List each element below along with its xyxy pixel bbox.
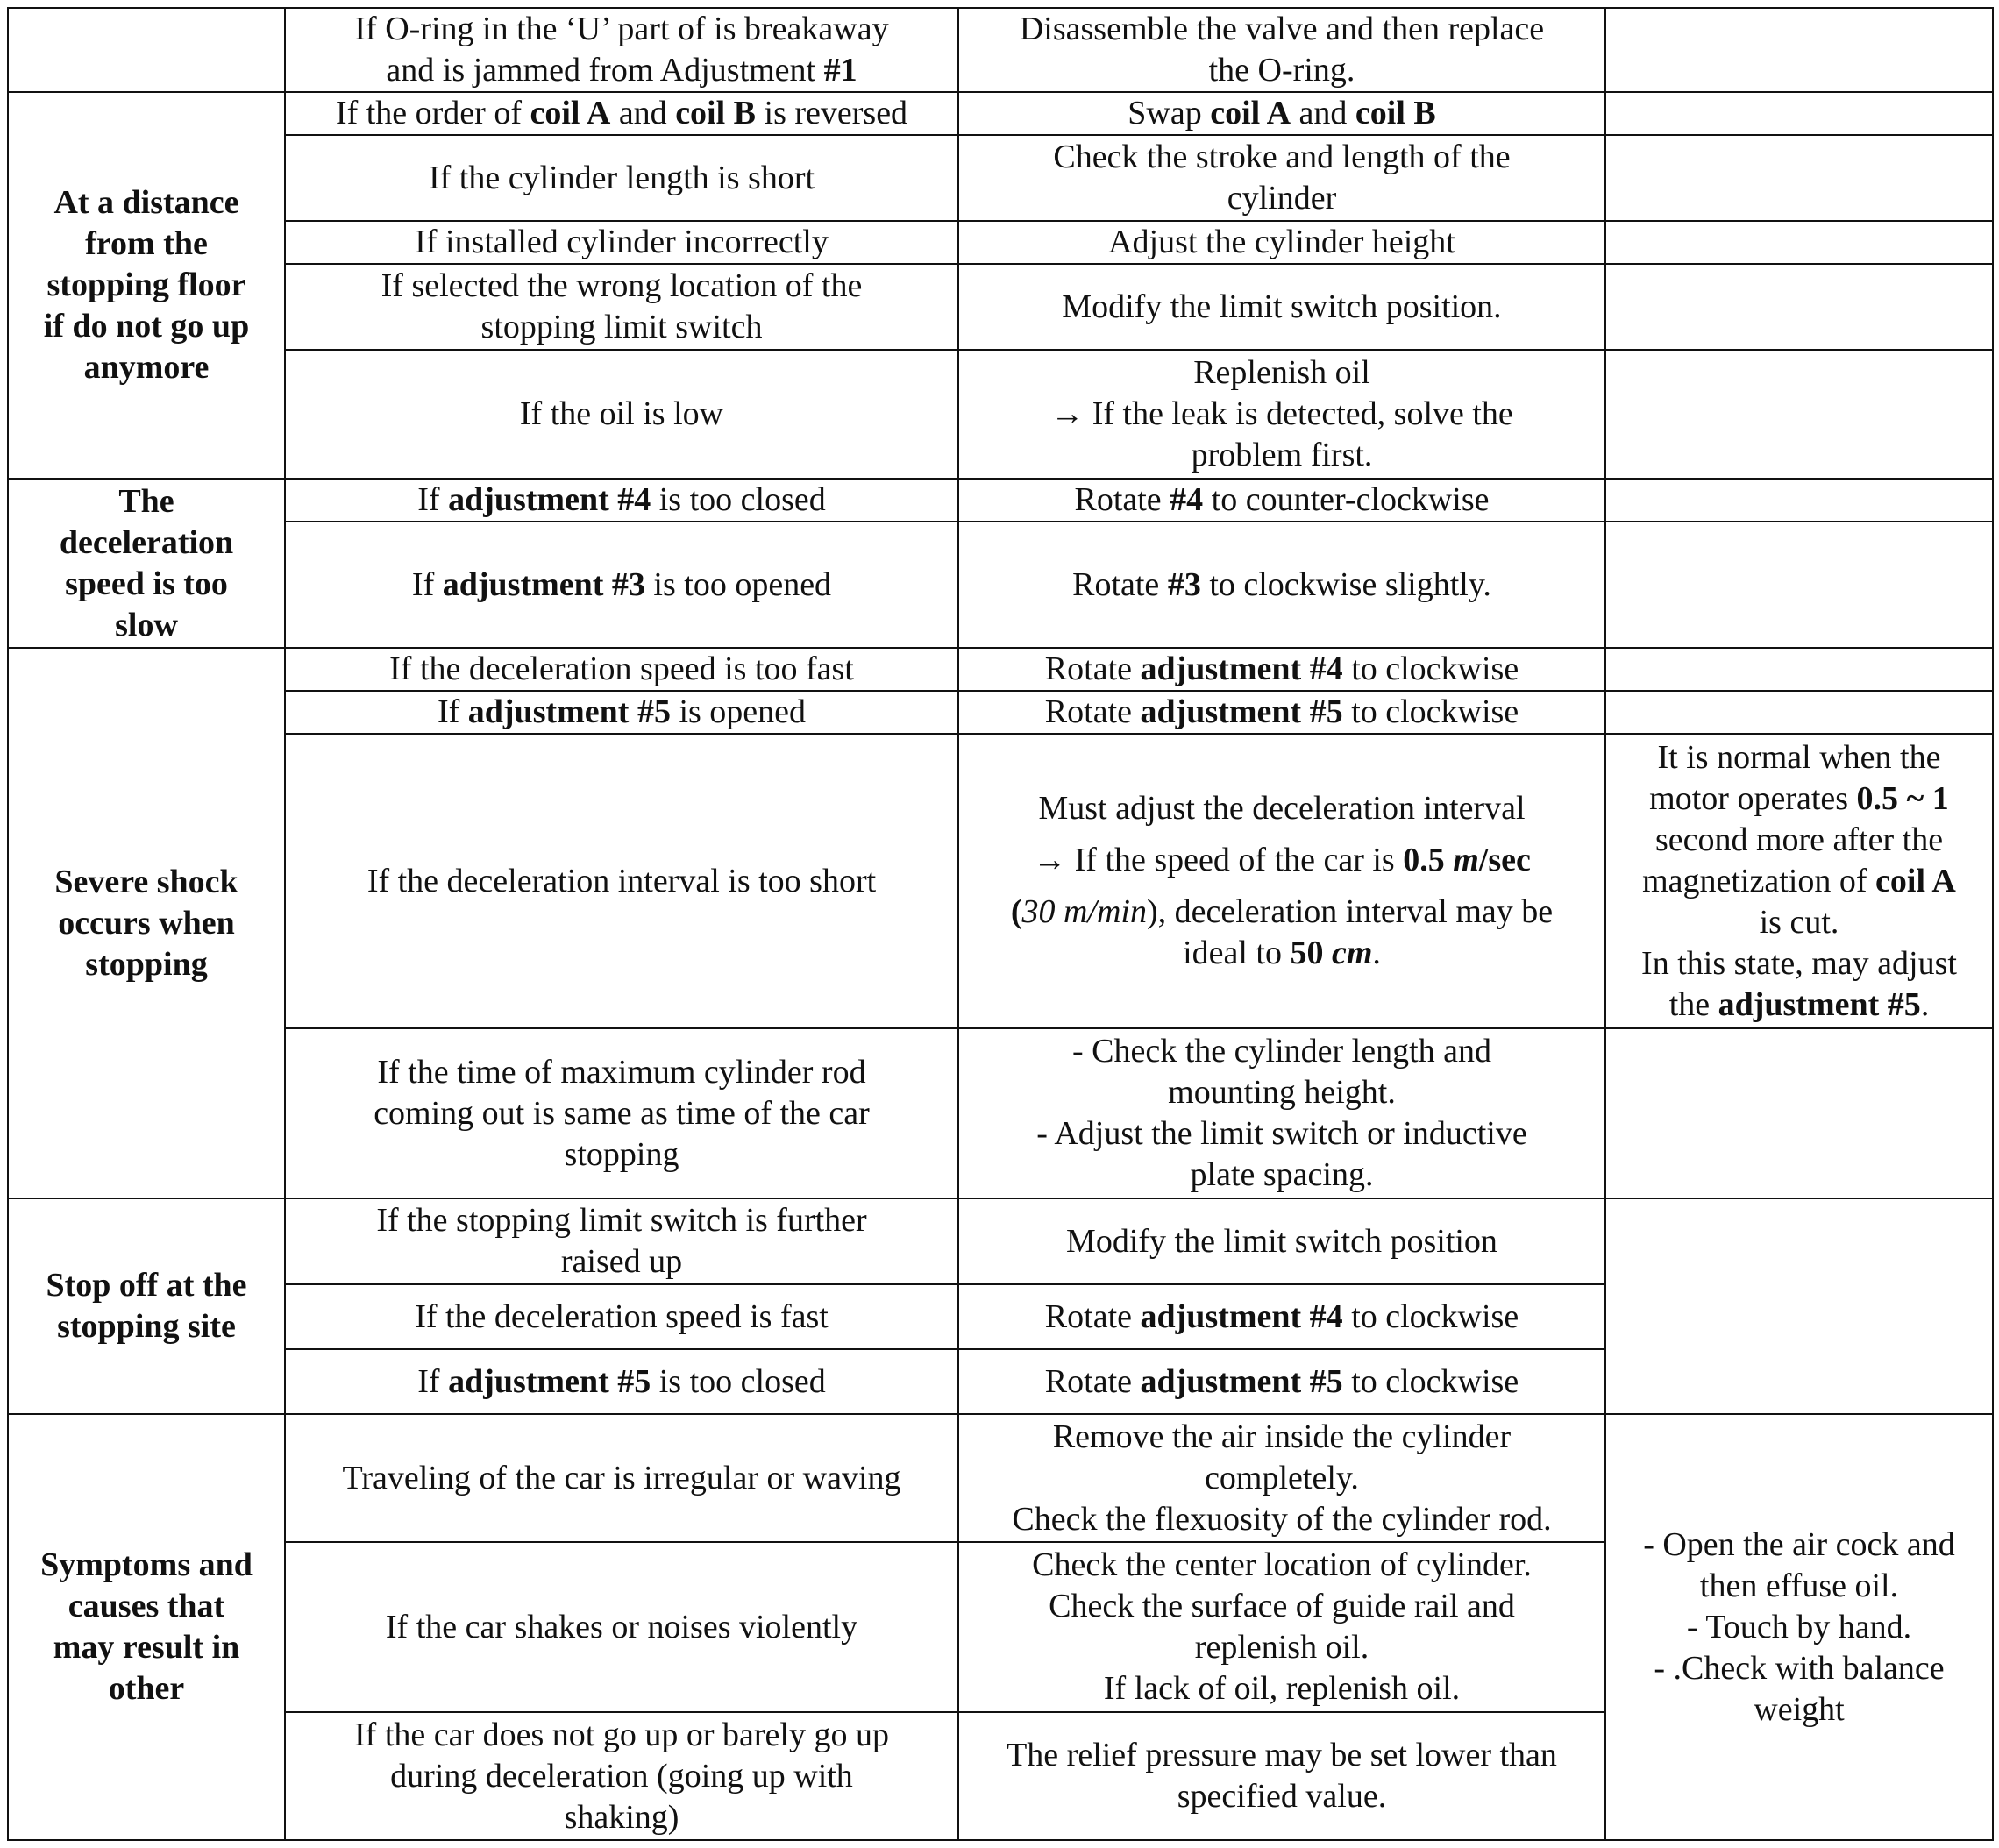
symptom-cell <box>8 648 285 1198</box>
cause-cell: If installed cylinder incorrectly <box>285 221 958 264</box>
note-cell <box>1605 221 1993 264</box>
cause-text: If <box>437 693 468 730</box>
solution-line: Replenish oil <box>1193 354 1370 391</box>
solution-cell <box>958 1542 1605 1712</box>
table-row <box>8 648 1993 691</box>
table-row <box>8 135 1993 221</box>
cause-cell: If the car shakes or noises violently <box>285 1542 958 1712</box>
cause-line: If selected the wrong location of the <box>381 267 863 304</box>
symptom-line: may result in <box>53 1629 240 1666</box>
solution-line <box>968 840 1596 881</box>
table-row <box>8 221 1993 264</box>
solution-cell <box>958 1028 1605 1198</box>
note-cell <box>1605 734 1993 1028</box>
solution-text: → If the speed of the car is <box>1033 842 1404 878</box>
solution-line: the O-ring. <box>1208 52 1355 89</box>
solution-line: The relief pressure may be set lower than <box>1007 1737 1557 1773</box>
solution-line: cylinder <box>1227 180 1337 217</box>
solution-line: plate spacing. <box>1190 1156 1374 1193</box>
solution-line: Check the center location of cylinder. <box>1032 1546 1532 1583</box>
cause-bold: adjustment #4 <box>448 481 651 518</box>
table-row <box>8 522 1993 648</box>
symptom-line: anymore <box>83 349 210 386</box>
solution-text: to clockwise <box>1342 650 1519 687</box>
solution-line: If lack of oil, replenish oil. <box>1103 1670 1461 1707</box>
solution-bold-italic: cm <box>1331 935 1373 971</box>
note-text: the <box>1668 985 1718 1023</box>
note-cell <box>1605 8 1993 92</box>
note-line <box>1615 861 1983 902</box>
cause-cell: Traveling of the car is irregular or waving <box>285 1414 958 1542</box>
solution-cell <box>958 350 1605 479</box>
solution-bold-italic: m <box>1453 842 1479 878</box>
note-line: second more after the <box>1654 821 1944 858</box>
solution-bold: ( <box>1010 893 1022 930</box>
solution-cell <box>958 1414 1605 1542</box>
solution-line: - Check the cylinder length and <box>1071 1033 1491 1070</box>
table-row <box>8 92 1993 135</box>
cause-bold: adjustment #5 <box>448 1362 651 1400</box>
note-line: is cut. <box>1759 903 1839 941</box>
cause-text: If <box>417 481 449 518</box>
note-cell <box>1605 1414 1993 1840</box>
symptom-cell <box>8 1414 285 1840</box>
solution-bold: #3 <box>1167 565 1201 603</box>
symptom-cell <box>8 92 285 479</box>
solution-cell: Adjust the cylinder height <box>958 221 1605 264</box>
cause-line: raised up <box>560 1243 683 1280</box>
note-text: motor operates <box>1649 779 1857 817</box>
symptom-line: stopping <box>85 945 208 983</box>
cause-text: is opened <box>670 693 807 730</box>
solution-line: specified value. <box>1177 1778 1387 1815</box>
note-cell <box>1605 648 1993 691</box>
cause-cell <box>285 264 958 350</box>
solution-line: problem first. <box>1191 437 1373 473</box>
cause-bold: #1 <box>823 52 857 89</box>
note-line: weight <box>1754 1690 1845 1728</box>
solution-line: replenish oil. <box>1194 1629 1369 1666</box>
solution-bold: coil A <box>1210 95 1291 131</box>
cause-text: If the order of <box>335 95 530 131</box>
cause-text: is reversed <box>756 95 908 131</box>
solution-line: completely. <box>1205 1459 1359 1496</box>
solution-text: ), deceleration interval may be <box>1146 893 1554 930</box>
cause-cell <box>285 1198 958 1284</box>
solution-bold: adjustment #5 <box>1140 693 1343 730</box>
symptom-line: At a distance <box>53 184 239 221</box>
solution-bold: adjustment #4 <box>1140 1297 1343 1335</box>
note-text: . <box>1920 985 1930 1023</box>
cause-line: coming out is same as time of the car <box>373 1094 870 1132</box>
table-row <box>8 350 1993 479</box>
solution-text: Rotate <box>1044 1297 1141 1335</box>
cause-line: If the stopping limit switch is further <box>376 1202 867 1239</box>
cause-cell <box>285 1028 958 1198</box>
symptom-line: from the <box>85 225 208 262</box>
symptom-line: Severe shock <box>54 863 238 900</box>
solution-text: to clockwise <box>1342 1362 1519 1400</box>
solution-cell <box>958 691 1605 734</box>
solution-text: Rotate <box>1044 693 1141 730</box>
solution-cell <box>958 734 1605 1028</box>
cause-line <box>295 50 949 91</box>
cause-line: If the car does not go up or barely go up <box>354 1716 889 1753</box>
solution-line: Remove the air inside the cylinder <box>1052 1418 1512 1455</box>
table-row <box>8 264 1993 350</box>
cause-text: is too opened <box>644 565 832 603</box>
cause-text: If <box>411 565 443 603</box>
table-row <box>8 691 1993 734</box>
solution-bold: coil B <box>1355 95 1436 131</box>
note-text: magnetization of <box>1642 862 1876 899</box>
cause-cell <box>285 1712 958 1840</box>
symptom-line: speed is too <box>65 565 228 602</box>
note-line <box>1615 984 1983 1026</box>
solution-cell <box>958 135 1605 221</box>
solution-cell <box>958 92 1605 135</box>
solution-cell <box>958 1284 1605 1349</box>
cause-text: is too closed <box>651 481 826 518</box>
solution-text: to clockwise slightly. <box>1200 565 1491 603</box>
solution-bold: adjustment #5 <box>1140 1362 1343 1400</box>
cause-line: shaking) <box>564 1798 679 1836</box>
solution-line: Check the surface of guide rail and <box>1049 1588 1515 1624</box>
solution-italic: 30 m/min <box>1021 893 1147 930</box>
table-row <box>8 734 1993 1028</box>
solution-text: to counter-clockwise <box>1203 481 1490 518</box>
cause-line: stopping <box>564 1135 679 1173</box>
table-row <box>8 479 1993 522</box>
symptom-cell <box>8 1198 285 1414</box>
solution-cell: Modify the limit switch position. <box>958 264 1605 350</box>
solution-cell <box>958 648 1605 691</box>
note-cell <box>1605 135 1993 221</box>
cause-cell: If the deceleration speed is too fast <box>285 648 958 691</box>
solution-text: . <box>1372 935 1381 971</box>
table-row <box>8 1414 1993 1542</box>
cause-text: is too closed <box>651 1362 826 1400</box>
solution-line: Disassemble the valve and then replace <box>1019 11 1545 47</box>
symptom-cell <box>8 8 285 92</box>
note-line: then effuse oil. <box>1699 1567 1899 1604</box>
cause-text: and is jammed from Adjustment <box>386 52 824 89</box>
solution-cell <box>958 1712 1605 1840</box>
solution-line: - Adjust the limit switch or inductive <box>1036 1115 1527 1152</box>
symptom-cell <box>8 479 285 648</box>
solution-line: Check the flexuosity of the cylinder rod. <box>1012 1500 1552 1538</box>
solution-line: mounting height. <box>1168 1074 1396 1111</box>
solution-text: to clockwise <box>1342 693 1519 730</box>
symptom-line: The <box>118 482 174 520</box>
cause-cell <box>285 8 958 92</box>
solution-text: and <box>1291 95 1355 131</box>
symptom-line: slow <box>115 606 178 643</box>
note-line: - Open the air cock and <box>1643 1525 1955 1563</box>
solution-text: to clockwise <box>1342 1297 1519 1335</box>
solution-text: Rotate <box>1072 565 1168 603</box>
note-cell <box>1605 1028 1993 1198</box>
solution-text: Rotate <box>1074 481 1170 518</box>
solution-line <box>968 933 1596 974</box>
note-cell <box>1605 1198 1993 1414</box>
cause-bold: adjustment #5 <box>467 693 671 730</box>
cause-text: If <box>417 1362 449 1400</box>
note-line: It is normal when the <box>1657 738 1941 776</box>
solution-cell: Modify the limit switch position <box>958 1198 1605 1284</box>
note-cell <box>1605 350 1993 479</box>
note-cell <box>1605 92 1993 135</box>
symptom-line: occurs when <box>58 904 235 942</box>
note-cell <box>1605 522 1993 648</box>
cause-cell <box>285 92 958 135</box>
cause-line: If O-ring in the ‘U’ part of is breakaway <box>354 11 889 47</box>
cause-cell: If the cylinder length is short <box>285 135 958 221</box>
solution-text: Rotate <box>1044 1362 1141 1400</box>
solution-text: ideal to <box>1183 935 1291 971</box>
solution-line: → If the leak is detected, solve the <box>1050 395 1513 432</box>
cause-text: and <box>610 95 676 131</box>
cause-cell: If the deceleration speed is fast <box>285 1284 958 1349</box>
solution-cell <box>958 479 1605 522</box>
solution-bold: /sec <box>1478 842 1531 878</box>
solution-cell <box>958 1349 1605 1414</box>
solution-line <box>968 892 1596 933</box>
symptom-line: causes that <box>68 1588 225 1624</box>
troubleshooting-table <box>7 7 1994 1841</box>
note-cell <box>1605 691 1993 734</box>
cause-line: If the time of maximum cylinder rod <box>377 1053 866 1091</box>
solution-bold: adjustment #4 <box>1140 650 1343 687</box>
symptom-line: Symptoms and <box>40 1546 253 1583</box>
cause-cell <box>285 691 958 734</box>
cause-line: during deceleration (going up with <box>390 1757 853 1795</box>
note-line: - .Check with balance <box>1654 1649 1945 1687</box>
note-bold: 0.5 ~ 1 <box>1856 779 1949 817</box>
table-row <box>8 8 1993 92</box>
table-row <box>8 1198 1993 1284</box>
cause-cell: If the deceleration interval is too short <box>285 734 958 1028</box>
symptom-line: other <box>108 1670 185 1707</box>
solution-line: Must adjust the deceleration interval <box>1038 790 1526 827</box>
table-row <box>8 1028 1993 1198</box>
note-line: - Touch by hand. <box>1686 1608 1912 1645</box>
note-bold: coil A <box>1875 862 1956 899</box>
solution-cell <box>958 8 1605 92</box>
solution-bold: 50 <box>1290 935 1332 971</box>
cause-bold: coil A <box>530 95 611 131</box>
solution-text: Rotate <box>1044 650 1141 687</box>
symptom-line: if do not go up <box>43 308 250 345</box>
solution-line: Check the stroke and length of the <box>1053 139 1511 175</box>
cause-bold: coil B <box>675 95 757 131</box>
cause-cell <box>285 479 958 522</box>
note-line <box>1615 778 1983 820</box>
note-bold: adjustment #5 <box>1718 985 1921 1023</box>
cause-cell <box>285 522 958 648</box>
solution-cell <box>958 522 1605 648</box>
solution-bold: 0.5 <box>1403 842 1454 878</box>
cause-bold: adjustment #3 <box>442 565 645 603</box>
symptom-line: Stop off at the <box>46 1267 247 1304</box>
solution-bold: #4 <box>1170 481 1204 518</box>
symptom-line: deceleration <box>59 523 234 561</box>
note-line: In this state, may adjust <box>1641 944 1957 982</box>
note-cell <box>1605 264 1993 350</box>
symptom-line: stopping site <box>57 1308 236 1345</box>
cause-cell <box>285 1349 958 1414</box>
cause-line: stopping limit switch <box>480 309 763 345</box>
symptom-line: stopping floor <box>46 267 246 303</box>
cause-cell: If the oil is low <box>285 350 958 479</box>
note-cell <box>1605 479 1993 522</box>
solution-text: Swap <box>1128 95 1211 131</box>
